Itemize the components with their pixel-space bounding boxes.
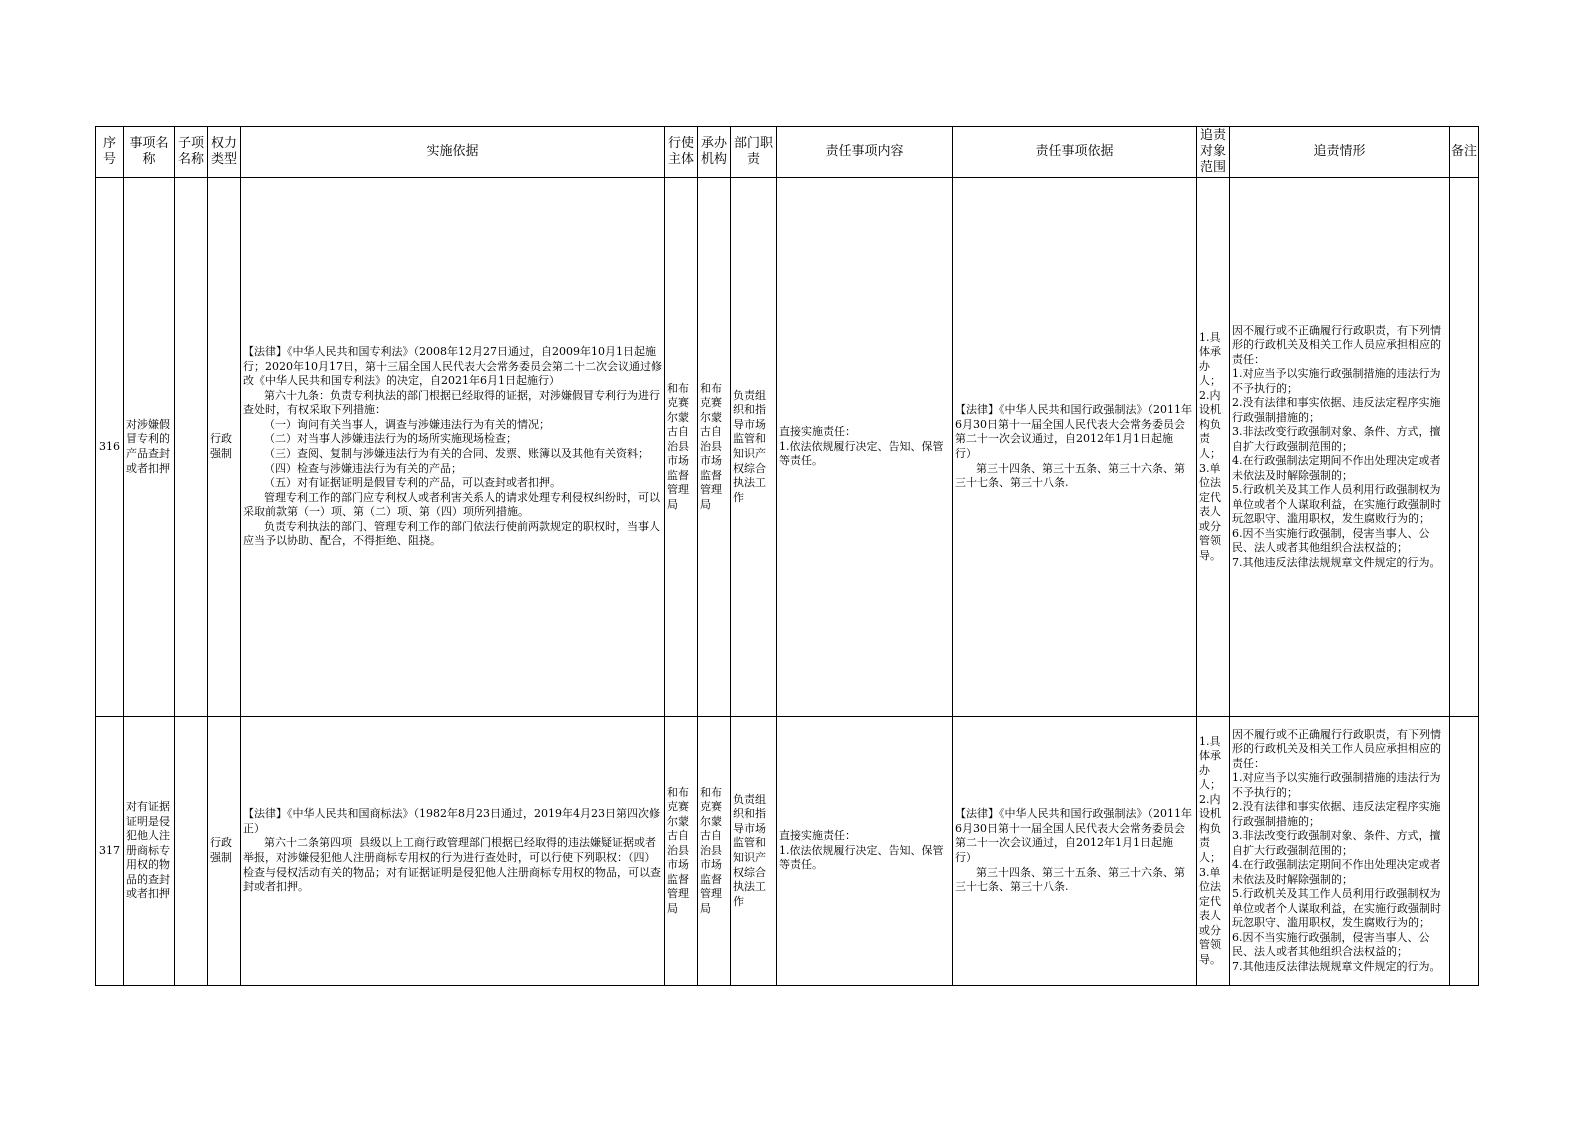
header-accountability-scope: 追责对象范围	[1197, 127, 1230, 178]
table-header-row	[96, 127, 1479, 178]
row-seq: 317	[96, 717, 124, 986]
row-subject: 和布克赛尔蒙古自治县市场监督管理局	[665, 717, 698, 986]
row-item-name: 对涉嫌假冒专利的产品查封或者扣押	[124, 178, 175, 717]
row-sub-item	[175, 717, 208, 986]
header-item-name: 事项名称	[124, 127, 175, 178]
power-list-table	[95, 126, 1479, 986]
row-power-type: 行政强制	[208, 178, 241, 717]
row-undertaking-agency: 和布克赛尔蒙古自治县市场监督管理局	[698, 717, 731, 986]
row-note	[1450, 717, 1479, 986]
header-note: 备注	[1450, 127, 1479, 178]
row-item-name: 对有证据证明是侵犯他人注册商标专用权的物品的查封或者扣押	[124, 717, 175, 986]
row-basis: 【法律】《中华人民共和国商标法》（1982年8月23日通过，2019年4月23日第四次修正） 第六十二条第四项 县级以上工商行政管理部门根据已经取得的违法嫌疑证据或者举报，对涉嫌侵犯他人注册商标专用权的行为进行查处时，可以行使下列职权：（四）检查与侵权活动有关的物品；对有证据证明是侵犯他人注册商标专用权的物品，可以查封或者扣押。	[241, 717, 665, 986]
row-basis: 【法律】《中华人民共和国专利法》（2008年12月27日通过，自2009年10月1日起施行；2020年10月17日，第十三届全国人民代表大会常务委员会第二十二次会议通过修改《中华人民共和国专利法》的决定，自2021年6月1日起施行） 第六十九条：负责专利执法的部门根据已经取得的证据，对涉嫌假冒专利行为进行查处时，有权采取下列措施： （一）询问有关当事人，调查与涉嫌违法行为有关的情况； （二）对当事人涉嫌违法行为的场所实施现场检查； （三）查阅、复制与涉嫌违法行为有关的合同、发票、账簿以及其他有关资料； （四）检查与涉嫌违法行为有关的产品； （五）对有证据证明是假冒专利的产品，可以查封或者扣押。 管理专利工作的部门应专利权人或者利害关系人的请求处理专利侵权纠纷时，可以采取前款第（一）项、第（二）项、第（四）项所列措施。 负责专利执法的部门、管理专利工作的部门依法行使前两款规定的职权时，当事人应当予以协助、配合，不得拒绝、阻挠。	[241, 178, 665, 717]
header-seq: 序号	[96, 127, 124, 178]
header-responsibility-basis: 责任事项依据	[953, 127, 1197, 178]
header-basis: 实施依据	[241, 127, 665, 178]
row-power-type: 行政强制	[208, 717, 241, 986]
row-dept-duty: 负责组织和指导市场监管和知识产权综合执法工作	[731, 717, 777, 986]
header-responsibility: 责任事项内容	[777, 127, 953, 178]
header-subject: 行使主体	[665, 127, 698, 178]
table-row	[96, 717, 1479, 986]
row-dept-duty: 负责组织和指导市场监管和知识产权综合执法工作	[731, 178, 777, 717]
row-undertaking-agency: 和布克赛尔蒙古自治县市场监督管理局	[698, 178, 731, 717]
header-sub-item: 子项名称	[175, 127, 208, 178]
row-responsibility: 直接实施责任： 1.依法依规履行决定、告知、保管等责任。	[777, 178, 953, 717]
row-responsibility-basis: 【法律】《中华人民共和国行政强制法》（2011年6月30日第十一届全国人民代表大会常务委员会第二十一次会议通过，自2012年1月1日起施行） 第三十四条、第三十五条、第三十六条、第三十七条、第三十八条.	[953, 178, 1197, 717]
header-accountability-situation: 追责情形	[1230, 127, 1450, 178]
row-seq: 316	[96, 178, 124, 717]
row-accountability-scope: 1.具体承办人； 2.内设机构负责人； 3.单位法定代表人或分管领导。	[1197, 178, 1230, 717]
row-note	[1450, 178, 1479, 717]
row-accountability-situation: 因不履行或不正确履行行政职责，有下列情形的行政机关及相关工作人员应承担相应的责任： 1.对应当予以实施行政强制措施的违法行为不予执行的； 2.没有法律和事实依据、违反法定程序实施行政强制措施的； 3.非法改变行政强制对象、条件、方式，擅自扩大行政强制范围的； 4.在行政强制法定期间不作出处理决定或者未依法及时解除强制的； 5.行政机关及其工作人员利用行政强制权为单位或者个人谋取利益，在实施行政强制时玩忽职守、滥用职权，发生腐败行为的； 6.因不当实施行政强制，侵害当事人、公民、法人或者其他组织合法权益的； 7.其他违反法律法规规章文件规定的行为。	[1230, 178, 1450, 717]
header-power-type: 权力类型	[208, 127, 241, 178]
row-subject: 和布克赛尔蒙古自治县市场监督管理局	[665, 178, 698, 717]
row-sub-item	[175, 178, 208, 717]
row-accountability-situation: 因不履行或不正确履行行政职责，有下列情形的行政机关及相关工作人员应承担相应的责任： 1.对应当予以实施行政强制措施的违法行为不予执行的； 2.没有法律和事实依据、违反法定程序实施行政强制措施的； 3.非法改变行政强制对象、条件、方式，擅自扩大行政强制范围的； 4.在行政强制法定期间不作出处理决定或者未依法及时解除强制的； 5.行政机关及其工作人员利用行政强制权为单位或者个人谋取利益，在实施行政强制时玩忽职守、滥用职权，发生腐败行为的； 6.因不当实施行政强制，侵害当事人、公民、法人或者其他组织合法权益的； 7.其他违反法律法规规章文件规定的行为。	[1230, 717, 1450, 986]
header-undertaking-agency: 承办机构	[698, 127, 731, 178]
row-responsibility: 直接实施责任： 1.依法依规履行决定、告知、保管等责任。	[777, 717, 953, 986]
row-accountability-scope: 1.具体承办人； 2.内设机构负责人； 3.单位法定代表人或分管领导。	[1197, 717, 1230, 986]
header-dept-duty: 部门职责	[731, 127, 777, 178]
table-row	[96, 178, 1479, 717]
row-responsibility-basis: 【法律】《中华人民共和国行政强制法》（2011年6月30日第十一届全国人民代表大会常务委员会第二十一次会议通过，自2012年1月1日起施行） 第三十四条、第三十五条、第三十六条、第三十七条、第三十八条.	[953, 717, 1197, 986]
